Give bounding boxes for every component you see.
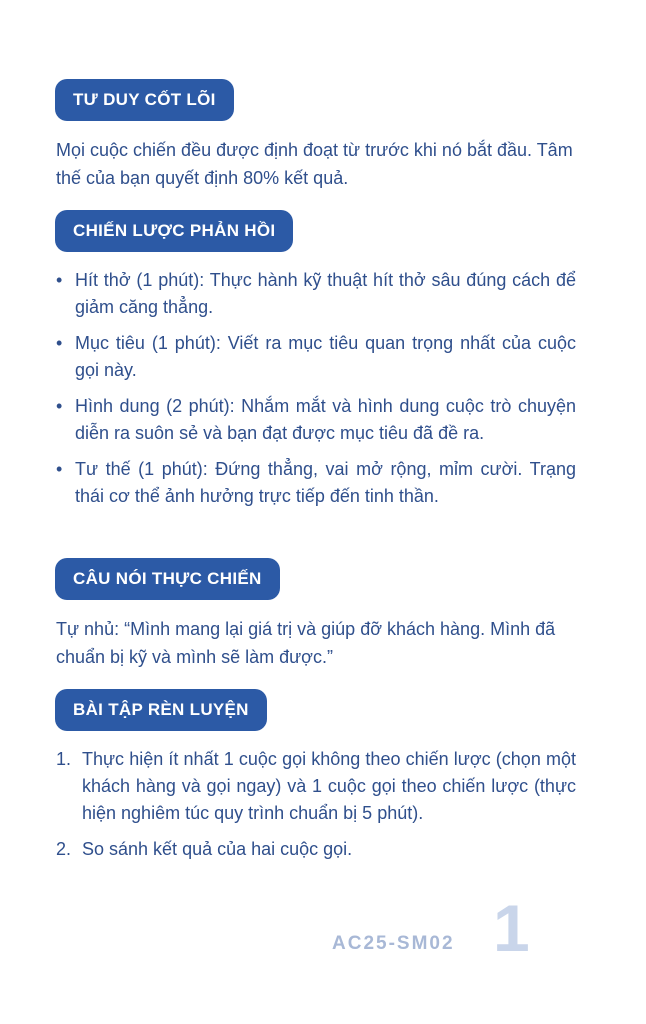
- number-marker: 2.: [56, 839, 72, 859]
- list-item-text: So sánh kết quả của hai cuộc gọi.: [82, 839, 353, 859]
- heading-core-mindset: TƯ DUY CỐT LÕI: [55, 79, 234, 121]
- bullet-marker: •: [56, 396, 63, 416]
- list-item-text: Hình dung (2 phút): Nhắm mắt và hình dung cuộc trò chuyện diễn ra suôn sẻ và bạn đạt được mục tiêu đã đề ra.: [75, 396, 576, 443]
- list-item-text: Thực hiện ít nhất 1 cuộc gọi không theo chiến lược (chọn một khách hàng và gọi ngay) và 1 cuộc gọi theo chiến lược (thực hiện nghiêm túc quy trình chuẩn bị 5 phút).: [82, 749, 576, 823]
- list-item: [56, 330, 576, 384]
- list-item: [56, 393, 576, 447]
- heading-practical-phrase: CÂU NÓI THỰC CHIẾN: [55, 558, 280, 600]
- heading-training-exercise: BÀI TẬP RÈN LUYỆN: [55, 689, 267, 731]
- practical-phrase-text: Tự nhủ: “Mình mang lại giá trị và giúp đỡ khách hàng. Mình đã chuẩn bị kỹ và mình sẽ làm được.”: [56, 619, 556, 667]
- heading-response-strategy: CHIẾN LƯỢC PHẢN HỒI: [55, 210, 293, 252]
- list-item-text: Hít thở (1 phút): Thực hành kỹ thuật hít thở sâu đúng cách để giảm căng thẳng.: [75, 270, 576, 317]
- core-mindset-text: Mọi cuộc chiến đều được định đoạt từ trước khi nó bắt đầu. Tâm thế của bạn quyết định 80% kết quả.: [56, 140, 573, 188]
- bullet-marker: •: [56, 270, 63, 290]
- training-exercise-list: [56, 746, 576, 872]
- list-item: [56, 456, 576, 510]
- list-item: [56, 746, 576, 827]
- document-code: AC25-SM02: [332, 933, 455, 954]
- response-strategy-list: [56, 267, 576, 519]
- list-item: [56, 267, 576, 321]
- list-item: [56, 836, 576, 863]
- page-number: 1: [493, 891, 530, 965]
- bullet-marker: •: [56, 459, 63, 479]
- list-item-text: Mục tiêu (1 phút): Viết ra mục tiêu quan trọng nhất của cuộc gọi này.: [75, 333, 576, 380]
- list-item-text: Tư thế (1 phút): Đứng thẳng, vai mở rộng, mỉm cười. Trạng thái cơ thể ảnh hưởng trực tiếp đến tinh thần.: [75, 459, 576, 506]
- number-marker: 1.: [56, 749, 72, 769]
- bullet-marker: •: [56, 333, 63, 353]
